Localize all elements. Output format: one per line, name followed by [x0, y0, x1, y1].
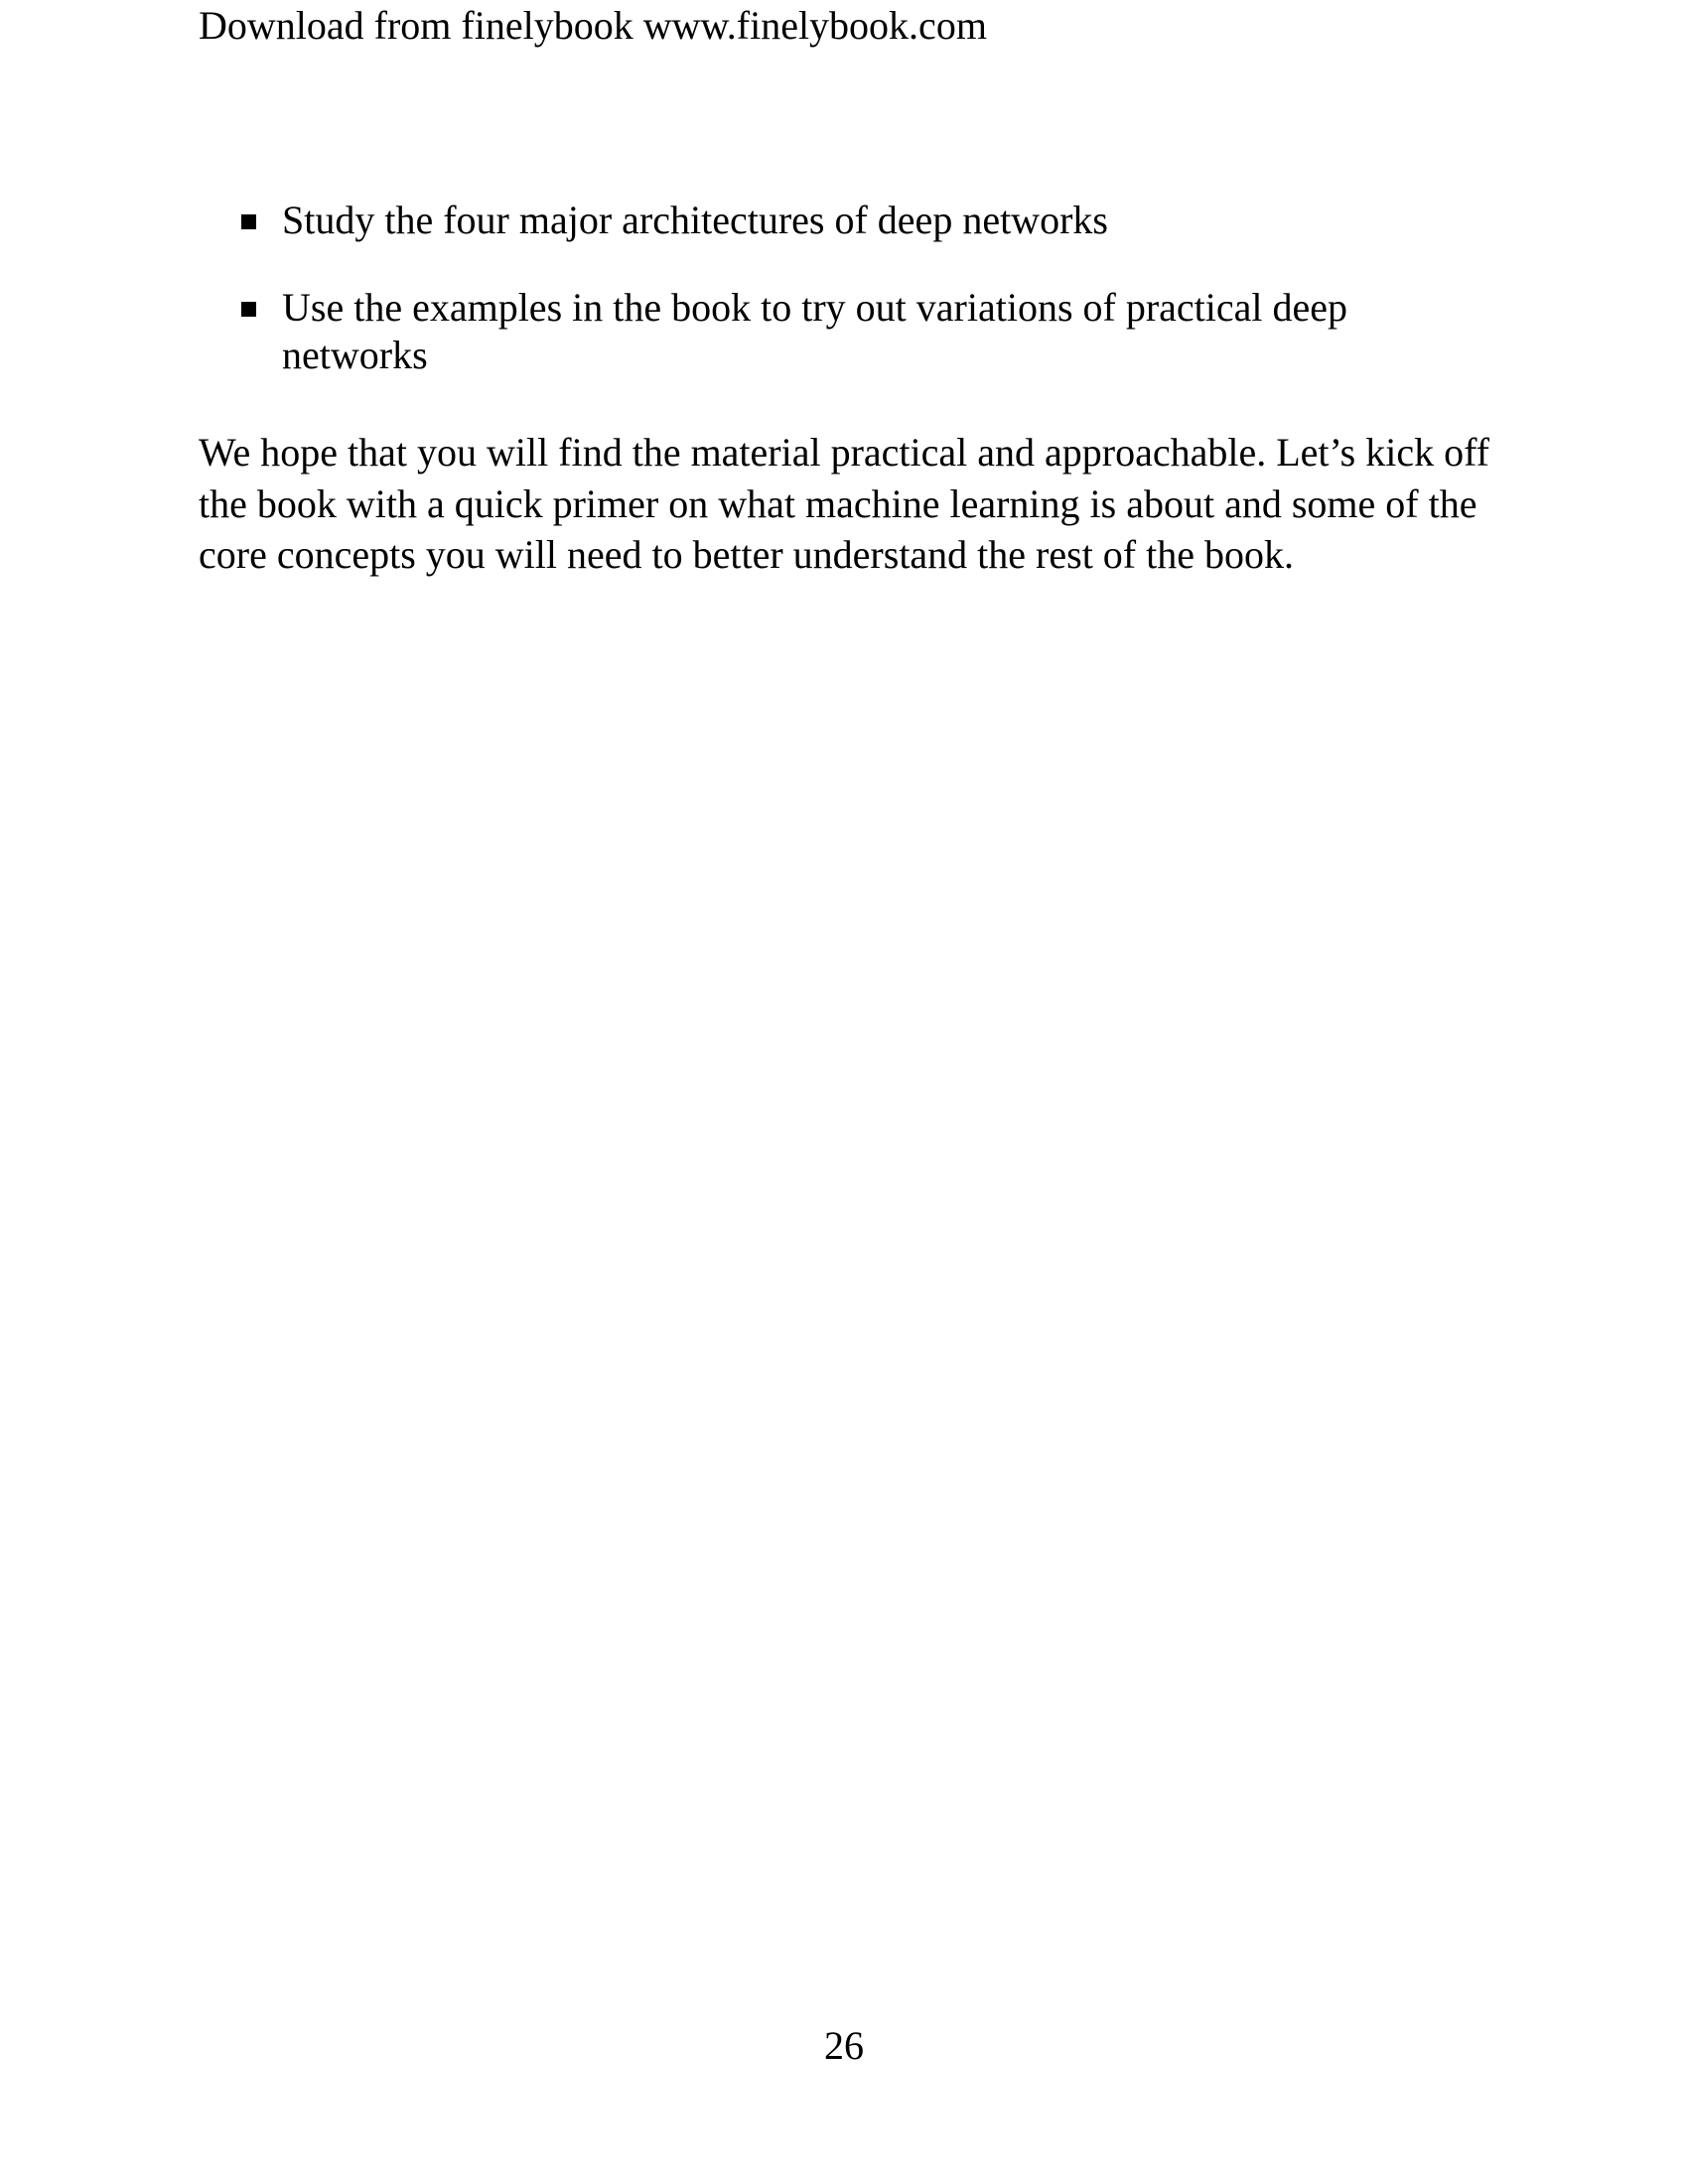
body-paragraph: We hope that you will find the material practical and approachable. Let’s kick off the book with a quick primer on what machine learning is about and some of the core concepts you will need to better understand the rest of the book. — [199, 430, 1489, 577]
square-bullet-icon — [241, 302, 256, 317]
download-header: Download from finelybook www.finelybook.com — [199, 3, 987, 48]
bullet-list — [238, 197, 1470, 419]
bullet-text: Use the examples in the book to try out variations of practical deep networks — [282, 285, 1348, 377]
bullet-item-examples — [238, 284, 1470, 379]
page-number: 26 — [824, 2023, 864, 2068]
square-bullet-icon — [241, 214, 256, 229]
bullet-item-architectures — [238, 197, 1470, 244]
bullet-text: Study the four major architectures of deep networks — [282, 198, 1108, 242]
